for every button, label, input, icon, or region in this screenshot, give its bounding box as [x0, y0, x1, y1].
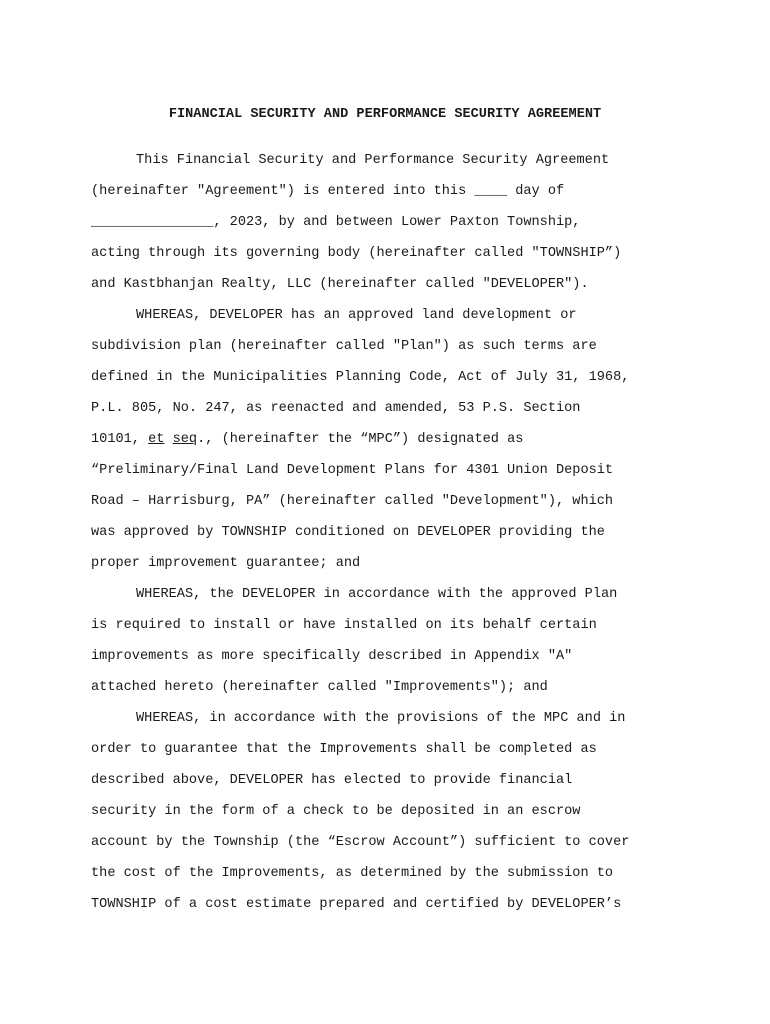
- text-line: the cost of the Improvements, as determined by the submission to: [91, 866, 614, 881]
- text-line: and Kastbhanjan Realty, LLC (hereinafter called "DEVELOPER").: [91, 277, 589, 292]
- text-line: (hereinafter "Agreement") is entered into this ____ day of: [91, 184, 565, 199]
- text-line: Road – Harrisburg, PA” (hereinafter called "Development"), which: [91, 494, 614, 509]
- underlined-latin-term: et: [148, 432, 165, 447]
- underlined-latin-term: seq: [172, 432, 198, 447]
- text-line: [91, 429, 523, 451]
- text-line: acting through its governing body (hereinafter called "TOWNSHIP”): [91, 246, 622, 261]
- text-line: security in the form of a check to be deposited in an escrow: [91, 804, 581, 819]
- text-line: attached hereto (hereinafter called "Improvements"); and: [91, 680, 548, 695]
- text-segment: [164, 432, 172, 447]
- text-line: WHEREAS, in accordance with the provisions of the MPC and in: [136, 711, 626, 726]
- text-line: TOWNSHIP of a cost estimate prepared and certified by DEVELOPER’s: [91, 897, 622, 912]
- text-line: subdivision plan (hereinafter called "Plan") as such terms are: [91, 339, 597, 354]
- text-segment: ., (hereinafter the “MPC”) designated as: [197, 432, 524, 447]
- text-line: WHEREAS, DEVELOPER has an approved land development or: [136, 308, 577, 323]
- text-line: _______________, 2023, by and between Lower Paxton Township,: [91, 215, 581, 230]
- text-segment: 10101,: [91, 432, 149, 447]
- document-title: FINANCIAL SECURITY AND PERFORMANCE SECURITY AGREEMENT: [168, 107, 602, 122]
- text-line: proper improvement guarantee; and: [91, 556, 361, 571]
- text-line: defined in the Municipalities Planning Code, Act of July 31, 1968,: [91, 370, 630, 385]
- text-line: order to guarantee that the Improvements shall be completed as: [91, 742, 597, 757]
- text-line: was approved by TOWNSHIP conditioned on DEVELOPER providing the: [91, 525, 605, 540]
- text-line: This Financial Security and Performance Security Agreement: [136, 153, 610, 168]
- text-line: described above, DEVELOPER has elected to provide financial: [91, 773, 573, 788]
- text-line: is required to install or have installed on its behalf certain: [91, 618, 597, 633]
- text-line: “Preliminary/Final Land Development Plans for 4301 Union Deposit: [91, 463, 614, 478]
- text-line: account by the Township (the “Escrow Account”) sufficient to cover: [91, 835, 630, 850]
- text-line: improvements as more specifically described in Appendix "A": [91, 649, 573, 664]
- text-line: WHEREAS, the DEVELOPER in accordance with the approved Plan: [136, 587, 618, 602]
- text-line: P.L. 805, No. 247, as reenacted and amended, 53 P.S. Section: [91, 401, 581, 416]
